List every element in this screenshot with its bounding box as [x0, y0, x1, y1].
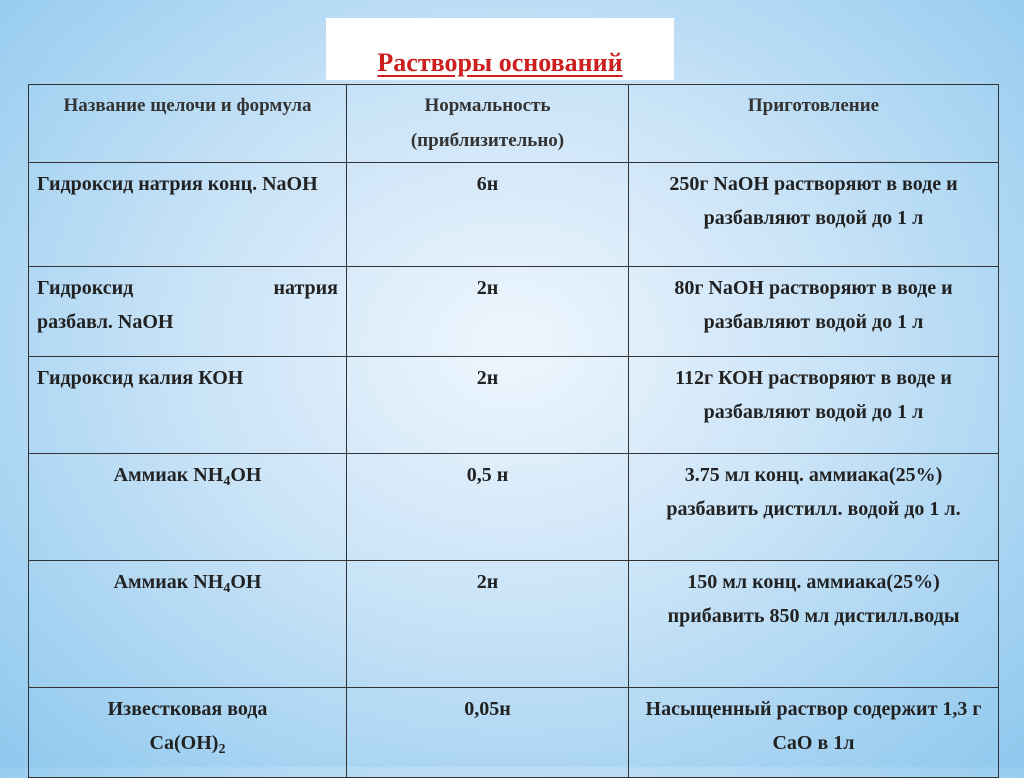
cell-normality: 2н [347, 267, 629, 357]
cell-name-word1: Гидроксид [37, 277, 134, 299]
cell-preparation: 3.75 мл конц. аммиака(25%) разбавить дистилл. водой до 1 л. [629, 454, 999, 561]
table-row [29, 454, 999, 561]
formula-suffix: OH [230, 571, 262, 593]
formula-suffix: OH [230, 464, 262, 486]
cell-normality: 2н [347, 561, 629, 688]
cell-preparation: 112г КОН растворяют в воде и разбавляют водой до 1 л [629, 357, 999, 454]
table-row [29, 357, 999, 454]
cell-normality: 0,5 н [347, 454, 629, 561]
formula-subscript: 4 [223, 474, 231, 489]
cell-preparation: 80г NaOH растворяют в воде и разбавляют водой до 1 л [629, 267, 999, 357]
title-box [326, 18, 674, 80]
solutions-table [28, 84, 999, 778]
cell-name: Гидроксид натрия конц. NaOH [29, 163, 347, 267]
cell-name-word2: натрия [273, 277, 338, 299]
cell-name-line1 [37, 271, 338, 305]
cell-name-line1: Известковая вода [107, 698, 268, 720]
cell-name [29, 688, 347, 778]
cell-name: Гидроксид калия КОН [29, 357, 347, 454]
header-normality: Нормальность (приблизительно) [347, 85, 629, 163]
cell-name [29, 267, 347, 357]
formula-prefix: Аммиак NH [113, 571, 224, 593]
cell-name-line2 [37, 726, 338, 760]
cell-normality: 0,05н [347, 688, 629, 778]
formula-subscript: 4 [223, 581, 231, 596]
table-header-row [29, 85, 999, 163]
table-row [29, 267, 999, 357]
table-row [29, 688, 999, 778]
formula-subscript: 2 [218, 742, 226, 757]
cell-name [29, 561, 347, 688]
cell-preparation: 150 мл конц. аммиака(25%) прибавить 850 мл дистилл.воды [629, 561, 999, 688]
cell-name-line2: разбавл. NaOH [37, 311, 174, 333]
header-name: Название щелочи и формула [29, 85, 347, 163]
table-row [29, 561, 999, 688]
formula-prefix: Аммиак NH [113, 464, 224, 486]
cell-preparation: Насыщенный раствор содержит 1,3 г CaO в 1л [629, 688, 999, 778]
cell-name [29, 454, 347, 561]
formula-prefix: Ca(OH) [149, 732, 219, 754]
cell-normality: 6н [347, 163, 629, 267]
table-row [29, 163, 999, 267]
cell-preparation: 250г NaOH растворяют в воде и разбавляют водой до 1 л [629, 163, 999, 267]
header-preparation: Приготовление [629, 85, 999, 163]
page-title: Растворы оснований [377, 48, 623, 77]
cell-normality: 2н [347, 357, 629, 454]
